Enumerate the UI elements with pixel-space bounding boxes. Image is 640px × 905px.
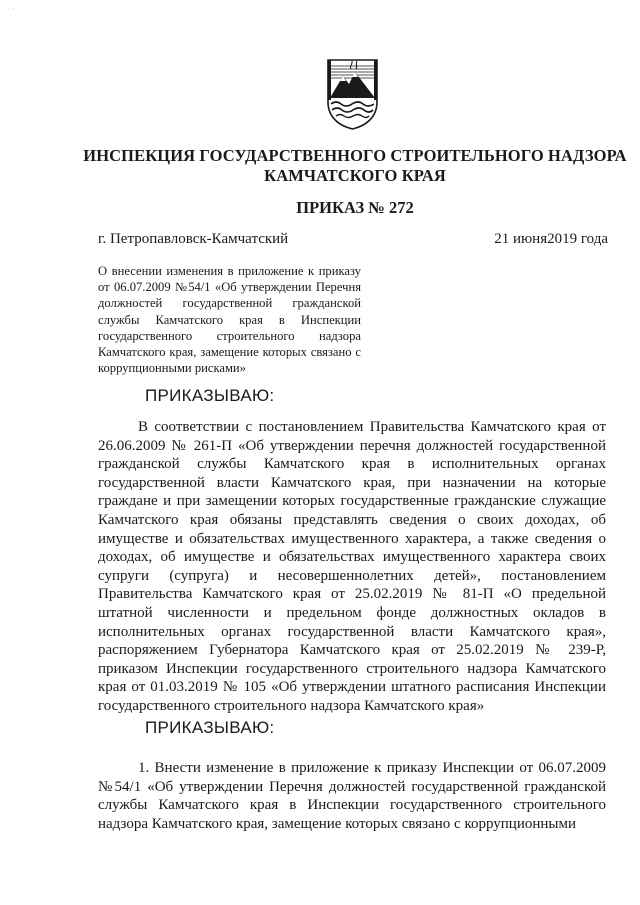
agency-name-line2: КАМЧАТСКОГО КРАЯ bbox=[264, 166, 446, 185]
order-date: 21 июня2019 года bbox=[494, 231, 608, 247]
scan-mark: · · bbox=[8, 6, 15, 13]
clause-1-text: 1. Внести изменение в приложение к приказу Инспекции от 06.07.2009 №54/1 «Об утверждении Перечня должностей государственной гражданской службы Камчатского края в Инспекции государственного строительного надзора Камчатского края, замещение которых связано с коррупционными bbox=[98, 760, 606, 832]
directive-heading-1: ПРИКАЗЫВАЮ: bbox=[145, 386, 275, 405]
preamble-text: В соответствии с постановлением Правительства Камчатского края от 26.06.2009 № 261-П «Об утверждении перечня должностей государственной гражданской службы Камчатского края в исполнительных органах государственной власти Камчатского края, при назначении на которые граждане и при замещении которых государственные гражданские служащие Камчатского края обязаны представлять сведения о своих доходах, об имуществе и обязательствах имущественного характера, а также сведения о доходах, об имуществе и обязательствах имущественного характера своих супруги (супруга) и несовершеннолетних детей», постановлением Правительства Камчатского края от 25.02.2019 № 81-П «О предельной штатной численности и предельном фонде должностных окладов в исполнительных органах государственной власти Камчатского края», распоряжением Губернатора Камчатского края от 25.02.2019 № 239-Р, приказом Инспекции государственного строительного надзора Камчатского края от 01.03.2019 № 105 «Об утверждении штатного расписания Инспекции государственного строительного надзора Камчатского края» bbox=[98, 419, 606, 714]
order-city: г. Петропавловск-Камчатский bbox=[98, 231, 289, 247]
order-title: ПРИКАЗ № 272 bbox=[296, 198, 414, 217]
kamchatka-coat-of-arms-icon bbox=[325, 58, 380, 130]
clause-1-paragraph bbox=[98, 759, 606, 833]
agency-name-line1: ИНСПЕКЦИЯ ГОСУДАРСТВЕННОГО СТРОИТЕЛЬНОГО НАДЗОРА bbox=[83, 146, 627, 165]
order-subject: О внесении изменения в приложение к приказу от 06.07.2009 №54/1 «Об утверждении Перечня должностей государственной гражданской службы Камчатского края в Инспекции государственного строительного надзора Камчатского края, замещение которых связано с коррупционными рисками» bbox=[98, 264, 361, 376]
directive-heading-2: ПРИКАЗЫВАЮ: bbox=[145, 718, 275, 737]
preamble-paragraph bbox=[98, 418, 606, 716]
